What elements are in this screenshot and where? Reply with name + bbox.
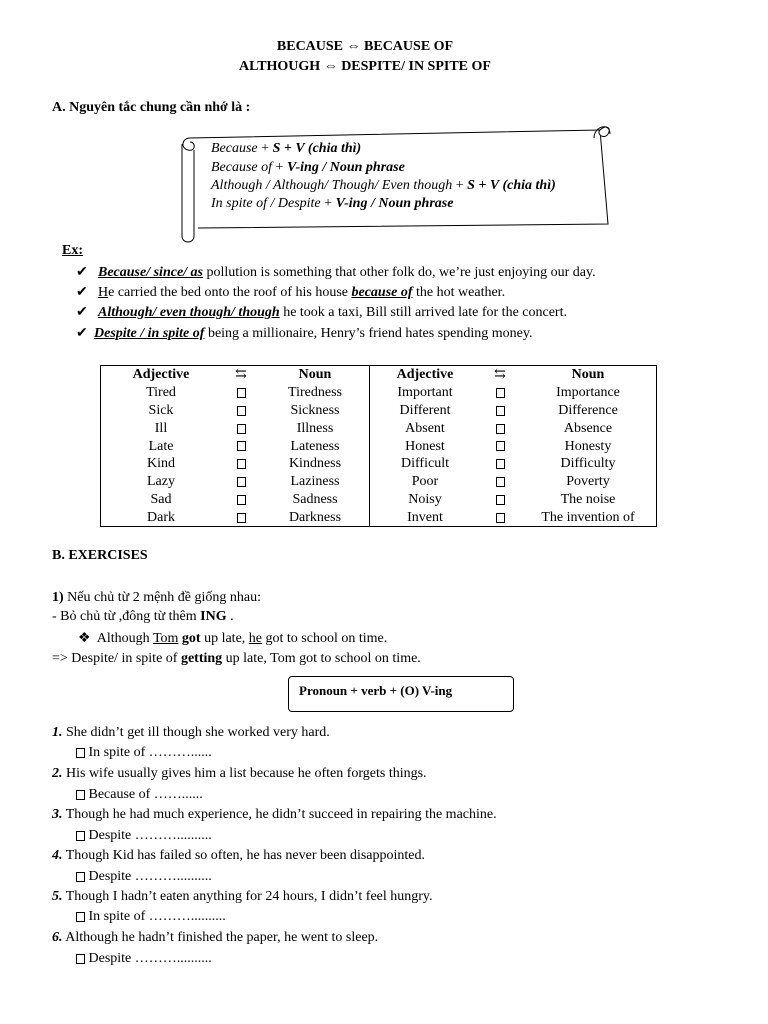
square-icon [237, 441, 246, 451]
table-row [101, 402, 657, 420]
table-row [101, 455, 657, 473]
square-icon [496, 406, 505, 416]
rule-although: Although / Although/ Though/ Even though + S + V (chia thì) [211, 178, 556, 193]
square-icon [237, 459, 246, 469]
noun-cell: Importance [556, 385, 620, 401]
exercise-3: 3. Though he had much experience, he didn’t succeed in repairing the machine. [52, 807, 497, 822]
square-icon [76, 912, 85, 922]
rule-because-of: Because of + V-ing / Noun phrase [211, 160, 405, 175]
adj-cell: Difficult [401, 456, 449, 472]
examples-label: Ex: [62, 243, 83, 258]
table-row [101, 508, 657, 526]
square-icon [237, 424, 246, 434]
noun-cell: Difference [558, 402, 618, 418]
adj-cell: Honest [405, 438, 445, 454]
square-icon [496, 424, 505, 434]
noun-cell: The noise [560, 491, 616, 507]
adj-cell: Absent [405, 420, 445, 436]
noun-cell: Absence [563, 420, 613, 436]
square-icon [76, 872, 85, 882]
exercise-2: 2. His wife usually gives him a list because he often forgets things. [52, 766, 427, 781]
square-icon [76, 954, 85, 964]
title-line-2: ALTHOUGH ⇔ DESPITE/ IN SPITE OF [239, 59, 491, 74]
section-a-heading: A. Nguyên tắc chung cần nhớ là : [52, 100, 251, 115]
noun-cell: Sickness [261, 402, 370, 420]
adj-cell: Sick [148, 402, 174, 418]
exercise-6-answer: Despite ……….......... [76, 951, 212, 967]
square-icon [496, 441, 505, 451]
square-icon [237, 513, 246, 523]
adj-cell: Late [148, 438, 174, 454]
noun-cell: Tiredness [261, 384, 370, 402]
table-header-row [101, 366, 657, 384]
adj-cell: Tired [146, 385, 176, 401]
exercise-1-answer: In spite of ………...... [76, 745, 212, 761]
exercise-4: 4. Though Kid has failed so often, he has never been disappointed. [52, 848, 425, 863]
rule-1-sub: - Bỏ chủ từ ,đông từ thêm ING . [52, 609, 234, 624]
noun-cell: Lateness [261, 437, 370, 455]
exercise-1: 1. She didn’t get ill though she worked very hard. [52, 725, 330, 740]
rule-in-spite-of: In spite of / Despite + V-ing / Noun phrase [211, 196, 454, 211]
rule-1-result: => Despite/ in spite of getting up late, Tom got to school on time. [52, 651, 421, 666]
adj-cell: Poor [411, 474, 439, 490]
adj-cell: Lazy [147, 474, 175, 490]
table-row [101, 384, 657, 402]
adj-cell: Noisy [408, 491, 442, 507]
exercise-6: 6. Although he hadn’t finished the paper, he went to sleep. [52, 930, 379, 945]
exercise-3-answer: Despite ……….......... [76, 828, 212, 844]
header-adjective-left: Adjective [132, 367, 190, 383]
checkmark-icon: ✔ [76, 285, 88, 300]
square-icon [496, 477, 505, 487]
square-icon [237, 495, 246, 505]
adj-cell: Important [397, 385, 453, 401]
square-icon [237, 477, 246, 487]
noun-cell: Difficulty [560, 456, 616, 472]
example-3: ✔ Although/ even though/ though he took a taxi, Bill still arrived late for the concert. [76, 305, 567, 320]
table-row [101, 419, 657, 437]
table-row [101, 437, 657, 455]
square-icon [76, 790, 85, 800]
square-icon [76, 831, 85, 841]
adj-cell: Different [399, 402, 451, 418]
header-noun-right: Noun [571, 367, 605, 383]
diamond-bullet-icon: ❖ [78, 631, 91, 646]
noun-cell: Honesty [564, 438, 612, 454]
rule-1-line: 1) Nếu chủ từ 2 mệnh đề giống nhau: [52, 590, 261, 605]
adj-cell: Kind [147, 456, 175, 472]
header-adjective-right: Adjective [396, 367, 454, 383]
title-line-1: BECAUSE ⇔ BECAUSE OF [276, 39, 454, 54]
noun-cell: Darkness [261, 508, 370, 526]
exercise-2-answer: Because of ……...... [76, 787, 203, 803]
example-1: ✔ Because/ since/ as pollution is something that other folk do, we’re just enjoying our day. [76, 265, 596, 280]
exercise-5-answer: In spite of ……….......... [76, 909, 226, 925]
adj-cell: Dark [147, 509, 175, 525]
noun-cell: Sadness [261, 491, 370, 509]
formula-box: Pronoun + verb + (O) V-ing [288, 676, 514, 712]
adjective-noun-table [100, 365, 657, 527]
rule-1-example: ❖ Although Tom got up late, he got to school on time. [78, 631, 388, 646]
noun-cell: Illness [261, 419, 370, 437]
swap-arrow-icon: ⇆ [235, 367, 247, 383]
example-2: ✔ He carried the bed onto the roof of his house because of the hot weather. [76, 285, 506, 300]
square-icon [496, 388, 505, 398]
square-icon [237, 406, 246, 416]
square-icon [496, 459, 505, 469]
exercise-5: 5. Though I hadn’t eaten anything for 24 hours, I didn’t feel hungry. [52, 889, 433, 904]
checkmark-icon: ✔ [76, 305, 88, 320]
adj-cell: Sad [150, 491, 172, 507]
table-row [101, 473, 657, 491]
square-icon [76, 748, 85, 758]
header-noun-left: Noun [261, 366, 370, 384]
swap-arrow-icon: ⇆ [494, 367, 506, 383]
noun-cell: Poverty [566, 474, 610, 490]
square-icon [496, 513, 505, 523]
section-b-heading: B. EXERCISES [52, 548, 148, 563]
table-row [101, 491, 657, 509]
rule-because: Because + S + V (chia thì) [211, 141, 362, 156]
example-4: ✔ Despite / in spite of being a millionaire, Henry’s friend hates spending money. [76, 326, 533, 341]
adj-cell: Invent [407, 509, 443, 525]
noun-cell: The invention of [541, 509, 635, 525]
square-icon [496, 495, 505, 505]
square-icon [237, 388, 246, 398]
checkmark-icon: ✔ [76, 326, 88, 341]
noun-cell: Kindness [261, 455, 370, 473]
adj-cell: Ill [154, 420, 168, 436]
noun-cell: Laziness [261, 473, 370, 491]
checkmark-icon: ✔ [76, 265, 88, 280]
exercise-4-answer: Despite ……….......... [76, 869, 212, 885]
